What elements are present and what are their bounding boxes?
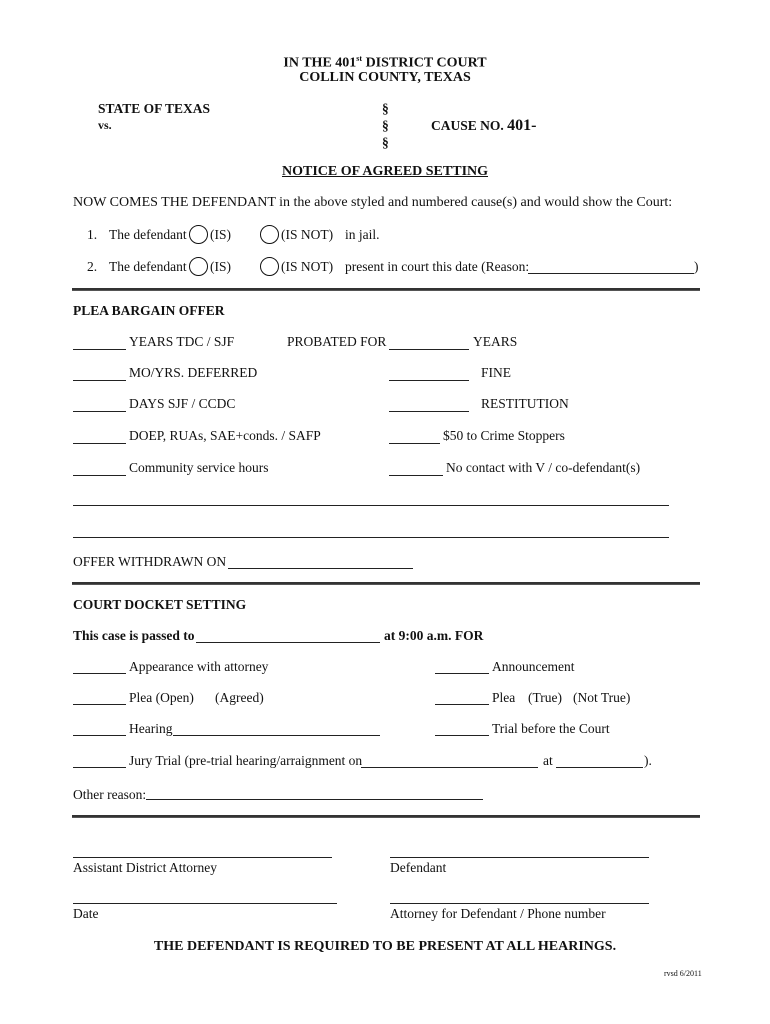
county-name: COLLIN COUNTY, TEXAS	[299, 70, 471, 85]
announcement-label: Announcement	[492, 659, 575, 674]
jury-trial-field[interactable]	[73, 767, 126, 768]
hearing-field[interactable]	[73, 735, 126, 736]
plea-not-true-label: (Not True)	[573, 690, 631, 705]
passed-to-label: This case is passed to	[73, 628, 195, 643]
no-contact-label: No contact with V / co-defendant(s)	[446, 460, 641, 475]
community-service-label: Community service hours	[129, 460, 269, 475]
status2-number: 2.	[87, 259, 98, 274]
plea-agreed-label: (Agreed)	[215, 690, 264, 705]
section-divider-3	[72, 815, 700, 818]
days-sjf-field[interactable]	[73, 411, 126, 412]
section-divider-2	[72, 582, 700, 585]
section-symbol-1: §	[382, 101, 389, 116]
arraignment-date-field[interactable]	[361, 767, 538, 768]
jury-trial-label: Jury Trial (pre-trial hearing/arraignment on	[129, 753, 363, 768]
status1-number: 1.	[87, 227, 98, 242]
section-divider-1	[72, 288, 700, 291]
defendant-signature-line[interactable]	[390, 857, 649, 858]
deferred-label: MO/YRS. DEFERRED	[129, 365, 258, 380]
status1-is-radio[interactable]	[189, 225, 208, 244]
section-symbol-2: §	[382, 118, 389, 133]
presence-notice: THE DEFENDANT IS REQUIRED TO BE PRESENT AT ALL HEARINGS.	[153, 939, 617, 954]
attorney-signature-line[interactable]	[390, 903, 649, 904]
status2-label: The defendant	[109, 259, 187, 274]
restitution-label: RESTITUTION	[481, 396, 569, 411]
status1-tail: in jail.	[345, 227, 380, 242]
doep-label: DOEP, RUAs, SAE+conds. / SAFP	[129, 428, 321, 443]
date-line[interactable]	[73, 903, 337, 904]
trial-court-field[interactable]	[435, 735, 489, 736]
plea-open-field[interactable]	[73, 704, 126, 705]
fine-field[interactable]	[389, 380, 469, 381]
notice-title: NOTICE OF AGREED SETTING	[281, 164, 489, 179]
attorney-label: Attorney for Defendant / Phone number	[390, 906, 606, 921]
withdrawn-date-field[interactable]	[228, 568, 413, 569]
status1-is-label: (IS)	[210, 227, 231, 242]
section-symbol-3: §	[382, 135, 389, 150]
cause-number: 401-	[507, 117, 537, 134]
probated-for-label: PROBATED FOR	[287, 334, 387, 349]
docket-heading: COURT DOCKET SETTING	[73, 597, 247, 612]
ada-label: Assistant District Attorney	[73, 860, 217, 875]
no-contact-field[interactable]	[389, 475, 443, 476]
status2-is-radio[interactable]	[189, 257, 208, 276]
status2-close: )	[694, 259, 699, 274]
crime-stoppers-field[interactable]	[389, 443, 440, 444]
withdrawn-label: OFFER WITHDRAWN ON	[73, 554, 227, 569]
status2-is-not-label: (IS NOT)	[281, 259, 334, 274]
community-service-field[interactable]	[73, 475, 126, 476]
passed-to-date-field[interactable]	[196, 642, 380, 643]
trial-court-label: Trial before the Court	[492, 721, 610, 736]
time-label: at 9:00 a.m. FOR	[384, 628, 484, 643]
years-tdc-label: YEARS TDC / SJF	[129, 334, 235, 349]
defendant-label: Defendant	[390, 860, 447, 875]
announcement-field[interactable]	[435, 673, 489, 674]
plea-open-label: Plea (Open)	[129, 690, 194, 705]
doep-field[interactable]	[73, 443, 126, 444]
deferred-field[interactable]	[73, 380, 126, 381]
offer-notes-line-1[interactable]	[73, 505, 669, 506]
state-label: STATE OF TEXAS	[98, 101, 211, 116]
status2-is-not-radio[interactable]	[260, 257, 279, 276]
cause-label: CAUSE NO. 401-	[431, 117, 537, 134]
appearance-field[interactable]	[73, 673, 126, 674]
ada-signature-line[interactable]	[73, 857, 332, 858]
crime-stoppers-label: $50 to Crime Stoppers	[443, 428, 565, 443]
offer-notes-line-2[interactable]	[73, 537, 669, 538]
status1-is-not-label: (IS NOT)	[281, 227, 334, 242]
probated-years-label: YEARS	[473, 334, 518, 349]
restitution-field[interactable]	[389, 411, 469, 412]
years-tdc-field[interactable]	[73, 349, 126, 350]
plea-true-field[interactable]	[435, 704, 489, 705]
date-label: Date	[73, 906, 99, 921]
vs-label: vs.	[98, 118, 112, 132]
other-reason-label: Other reason:	[73, 787, 147, 802]
plea-heading: PLEA BARGAIN OFFER	[73, 303, 225, 318]
plea-right-label: Plea	[492, 690, 516, 705]
days-sjf-label: DAYS SJF / CCDC	[129, 396, 236, 411]
arraignment-time-field[interactable]	[556, 767, 643, 768]
revision-date: rvsd 6/2011	[664, 969, 702, 978]
jury-close: ).	[644, 753, 652, 768]
other-reason-field[interactable]	[146, 799, 483, 800]
status2-tail: present in court this date (Reason:	[345, 259, 530, 274]
status1-label: The defendant	[109, 227, 187, 242]
hearing-label: Hearing	[129, 721, 173, 736]
probated-years-field[interactable]	[389, 349, 469, 350]
appearance-label: Appearance with attorney	[129, 659, 269, 674]
status1-is-not-radio[interactable]	[260, 225, 279, 244]
plea-true-label: (True)	[528, 690, 563, 705]
jury-at-label: at	[543, 753, 553, 768]
reason-field[interactable]	[528, 273, 694, 274]
court-name: IN THE 401st DISTRICT COURT	[283, 54, 487, 71]
hearing-detail-field[interactable]	[173, 735, 380, 736]
fine-label: FINE	[481, 365, 511, 380]
intro-text: NOW COMES THE DEFENDANT in the above styled and numbered cause(s) and would show the Court:	[73, 195, 673, 210]
status2-is-label: (IS)	[210, 259, 231, 274]
